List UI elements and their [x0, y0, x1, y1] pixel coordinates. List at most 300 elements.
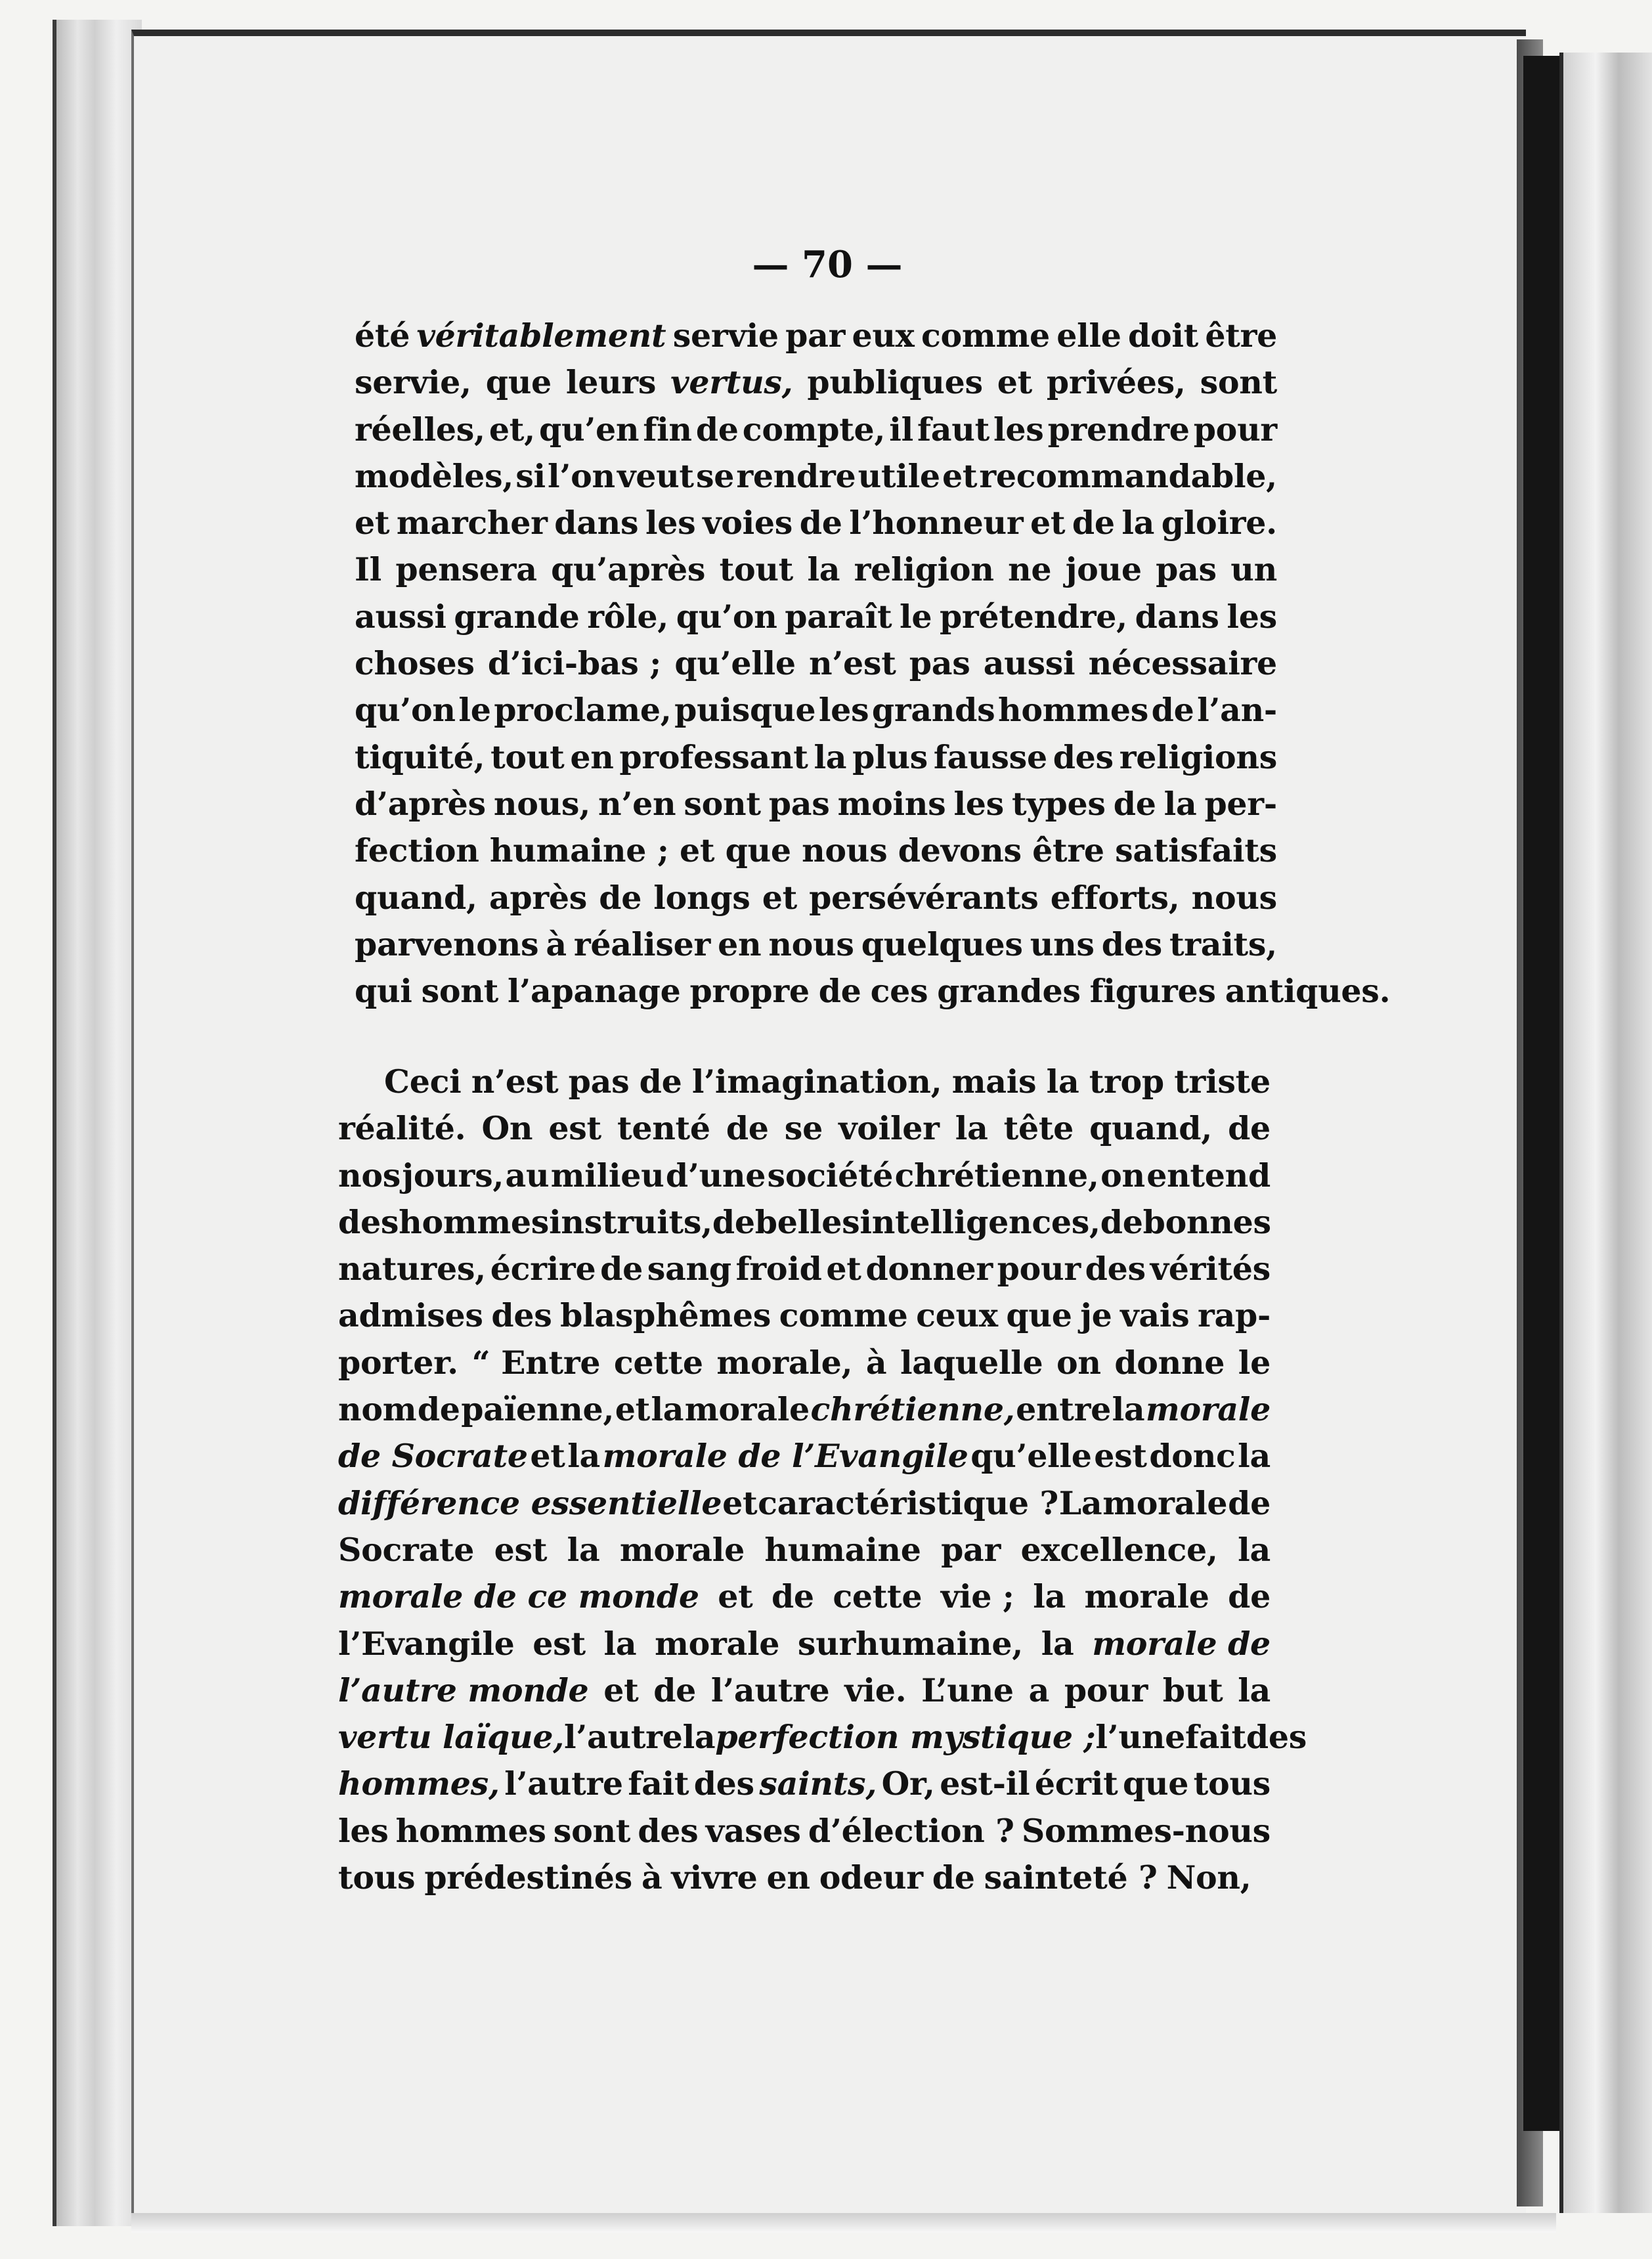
- italic-word: vertu laïque,: [338, 1718, 564, 1757]
- word: morale: [1084, 1577, 1209, 1616]
- paragraph-1: [355, 313, 1391, 1015]
- text-line: [355, 921, 1277, 968]
- word: qu’en: [538, 410, 640, 449]
- word: persévérants: [809, 878, 1039, 917]
- word: que: [485, 363, 552, 402]
- word: Il: [355, 550, 381, 589]
- word: de: [695, 410, 739, 449]
- word: intelligences,: [859, 1202, 1100, 1241]
- word: vérités: [1150, 1250, 1271, 1288]
- word: voiler: [838, 1109, 940, 1148]
- word: l’apanage: [507, 972, 681, 1011]
- word: et: [762, 878, 797, 917]
- word: moins: [837, 784, 946, 823]
- text-line: [355, 687, 1277, 734]
- word: professant: [619, 737, 808, 776]
- italic-word: l’autre monde: [338, 1671, 589, 1709]
- word: pas: [768, 784, 830, 823]
- word: vie.: [844, 1671, 907, 1709]
- word: la: [1121, 504, 1155, 542]
- word: surhumaine,: [797, 1624, 1023, 1663]
- word: joue: [1065, 550, 1142, 589]
- word: réelles,: [355, 410, 485, 449]
- word: la: [814, 737, 847, 776]
- word: nom: [338, 1390, 417, 1429]
- text-line: [338, 1340, 1271, 1386]
- word: but: [1162, 1671, 1223, 1709]
- word: odeur: [819, 1858, 923, 1897]
- word: de: [1151, 691, 1194, 730]
- word: nous: [802, 831, 888, 870]
- word: de: [1072, 504, 1115, 542]
- word: la: [1112, 1390, 1145, 1429]
- word: blasphêmes: [560, 1296, 771, 1335]
- word: religions: [1119, 737, 1277, 776]
- word: voies: [703, 504, 793, 542]
- italic-word: véritablement: [416, 317, 666, 355]
- text-line: [355, 875, 1277, 921]
- word: à: [641, 1858, 663, 1897]
- word: de: [1228, 1577, 1271, 1616]
- word: la: [955, 1109, 988, 1148]
- text-line: [355, 640, 1277, 687]
- word: pour: [1193, 410, 1277, 449]
- word: rendre: [736, 456, 856, 495]
- word: de: [771, 1577, 814, 1616]
- word: morale,: [716, 1343, 853, 1382]
- text-line: [338, 1246, 1271, 1292]
- word: et: [679, 831, 715, 870]
- word: des: [491, 1296, 552, 1335]
- word: est: [533, 1624, 586, 1663]
- italic-word: morale de: [1092, 1624, 1271, 1663]
- word: des: [1053, 737, 1114, 776]
- word: et: [603, 1671, 639, 1709]
- word: servie: [672, 317, 779, 355]
- word: être: [1032, 831, 1104, 870]
- word: paraît: [785, 597, 892, 636]
- word: proclame,: [494, 691, 672, 730]
- text-line: [338, 1854, 1271, 1901]
- word: n’est: [808, 644, 896, 683]
- word: et: [826, 1250, 861, 1288]
- word: comme: [921, 317, 1050, 355]
- word: humaine: [764, 1530, 921, 1569]
- word: et: [722, 1483, 758, 1522]
- word: la: [567, 1530, 600, 1569]
- word: la: [603, 1624, 637, 1663]
- word: marcher: [396, 504, 548, 542]
- next-pages-edge: [1559, 53, 1652, 2213]
- word: a: [1028, 1671, 1050, 1709]
- word: donner: [865, 1250, 993, 1288]
- text-line: [338, 1292, 1271, 1339]
- word: dans: [1135, 597, 1219, 636]
- text-line: [338, 1714, 1307, 1761]
- word: grands: [871, 691, 995, 730]
- word: devons: [898, 831, 1022, 870]
- word: sont: [1200, 363, 1277, 402]
- word: les: [818, 691, 869, 730]
- word: société: [767, 1156, 894, 1195]
- word: le: [1238, 1343, 1271, 1382]
- word: de: [799, 504, 842, 542]
- word: à: [865, 1343, 887, 1382]
- word: est: [494, 1530, 548, 1569]
- word: n’en: [598, 784, 676, 823]
- text-line: [355, 734, 1277, 781]
- word: les: [1227, 597, 1277, 636]
- word: traits,: [1169, 925, 1277, 963]
- word: pour: [997, 1250, 1081, 1288]
- word: l’une: [1095, 1718, 1185, 1757]
- word: pas: [909, 644, 970, 683]
- word: on: [1056, 1343, 1101, 1382]
- word: pas: [1156, 550, 1217, 589]
- word: modèles,: [355, 456, 514, 495]
- word: et: [942, 456, 978, 495]
- word: ces: [870, 972, 928, 1011]
- word: la: [1238, 1437, 1271, 1476]
- word: l’autre: [563, 1718, 683, 1757]
- word: qui: [355, 972, 412, 1011]
- word: la: [1041, 1624, 1074, 1663]
- word: ne: [1008, 550, 1052, 589]
- word: de: [1100, 1202, 1143, 1241]
- word: humaine ;: [489, 831, 669, 870]
- italic-word: hommes,: [338, 1765, 500, 1803]
- word: per-: [1204, 784, 1277, 823]
- word: morale: [684, 1390, 810, 1429]
- word: eux: [852, 317, 915, 355]
- word: et: [997, 363, 1032, 402]
- word: l’honneur: [849, 504, 1024, 542]
- word: donc: [1149, 1437, 1236, 1476]
- word: nos: [338, 1156, 401, 1195]
- word: puisque: [674, 691, 816, 730]
- word: chrétienne,: [894, 1156, 1099, 1195]
- word: et: [530, 1437, 565, 1476]
- word: en: [718, 925, 762, 963]
- word: nous: [768, 925, 854, 963]
- text-line: [338, 1386, 1271, 1433]
- italic-word: morale de l’Evangile: [602, 1437, 968, 1476]
- word: porter.: [338, 1343, 458, 1382]
- word: grande: [454, 597, 580, 636]
- text-line: [338, 1105, 1271, 1152]
- text-line: [338, 1761, 1271, 1807]
- word: religion: [854, 550, 994, 589]
- word: fin: [643, 410, 692, 449]
- word: que: [725, 831, 791, 870]
- word: l’Evangile: [338, 1624, 515, 1663]
- word: par: [785, 317, 846, 355]
- text-line: [338, 1433, 1271, 1480]
- word: La: [1058, 1483, 1102, 1522]
- text-line: [338, 1573, 1271, 1620]
- word: veut: [617, 456, 694, 495]
- word: est-il: [940, 1765, 1030, 1803]
- word: la: [1238, 1671, 1271, 1709]
- word: satisfaits: [1115, 831, 1277, 870]
- italic-word: morale: [1145, 1390, 1271, 1429]
- word: fausse: [933, 737, 1047, 776]
- word: la: [651, 1390, 684, 1429]
- text-line: [338, 1667, 1271, 1714]
- word: froid: [735, 1250, 822, 1288]
- word: les: [993, 410, 1044, 449]
- word: triste: [1174, 1063, 1271, 1101]
- word: nécessaire: [1088, 644, 1277, 683]
- paragraph-2: [338, 1059, 1307, 1901]
- word: fait: [628, 1765, 689, 1803]
- word: prétendre,: [939, 597, 1127, 636]
- text-line: [338, 1621, 1271, 1667]
- word: recommandable,: [979, 456, 1277, 495]
- left-binding-edge: [53, 20, 142, 2226]
- word: fection: [355, 831, 479, 870]
- word: morale: [619, 1530, 745, 1569]
- word: écrit: [1034, 1765, 1118, 1803]
- word: des: [638, 1811, 699, 1850]
- word: la: [567, 1437, 600, 1476]
- text-line: [355, 594, 1277, 640]
- word: caractéristique ?: [758, 1483, 1058, 1522]
- italic-word: vertus,: [670, 363, 793, 402]
- word: tous: [338, 1858, 416, 1897]
- word: privées,: [1046, 363, 1186, 402]
- text-line: [355, 406, 1277, 453]
- text-line: [355, 546, 1277, 593]
- word: n’est: [471, 1063, 559, 1101]
- word: utile: [858, 456, 940, 495]
- word: ceux: [916, 1296, 998, 1335]
- word: publiques: [807, 363, 983, 402]
- word: un: [1230, 550, 1277, 589]
- word: des: [1101, 925, 1162, 963]
- word: morale: [655, 1624, 780, 1663]
- word: on: [1100, 1156, 1145, 1195]
- word: tête: [1003, 1109, 1074, 1148]
- word: de: [653, 1671, 697, 1709]
- italic-word: saints,: [759, 1765, 877, 1803]
- word: il: [889, 410, 913, 449]
- word: servie,: [355, 363, 471, 402]
- word: l’on: [548, 456, 615, 495]
- word: des: [1085, 1250, 1146, 1288]
- word: l’autre: [504, 1765, 623, 1803]
- italic-word: différence essentielle: [338, 1483, 722, 1522]
- word: après: [489, 878, 588, 917]
- word: l’imagination,: [691, 1063, 942, 1101]
- word: sont: [421, 972, 498, 1011]
- word: est: [1094, 1437, 1147, 1476]
- word: le: [458, 691, 491, 730]
- word: de: [932, 1858, 975, 1897]
- text-line: [355, 968, 1391, 1015]
- word: nous: [1191, 878, 1277, 917]
- word: aussi: [983, 644, 1076, 683]
- word: Or,: [881, 1765, 935, 1803]
- word: écrire: [490, 1250, 596, 1288]
- word: à: [546, 925, 567, 963]
- text-line: [355, 453, 1277, 500]
- word: en: [766, 1858, 810, 1897]
- word: qu’on: [355, 691, 456, 730]
- word: de: [639, 1063, 682, 1101]
- word: qu’on: [676, 597, 777, 636]
- word: l’an-: [1197, 691, 1277, 730]
- word: sang: [647, 1250, 731, 1288]
- word: efforts,: [1050, 878, 1180, 917]
- word: se: [784, 1109, 823, 1148]
- word: bonnes: [1142, 1202, 1271, 1241]
- word: et: [718, 1577, 753, 1616]
- word: hommes: [399, 1202, 550, 1241]
- word: vivre: [671, 1858, 758, 1897]
- word: de: [712, 1202, 755, 1241]
- word: hommes: [998, 691, 1148, 730]
- word: de: [726, 1109, 769, 1148]
- word: qu’elle: [674, 644, 796, 683]
- text-line: [338, 1152, 1271, 1199]
- word: fait: [1185, 1718, 1246, 1757]
- word: admises: [338, 1296, 483, 1335]
- word: que: [1122, 1765, 1189, 1803]
- word: si: [515, 456, 546, 495]
- word: les: [338, 1811, 389, 1850]
- word: des: [338, 1202, 399, 1241]
- text-line: [355, 313, 1277, 359]
- word: réalité.: [338, 1109, 466, 1148]
- word: trop: [1089, 1063, 1164, 1101]
- word: païenne,: [461, 1390, 615, 1429]
- word: hommes: [395, 1811, 546, 1850]
- word: cette: [833, 1577, 923, 1616]
- text-line: [338, 1527, 1271, 1573]
- word: de: [818, 972, 861, 1011]
- word: natures,: [338, 1250, 486, 1288]
- word: sont: [684, 784, 761, 823]
- word: cette: [613, 1343, 703, 1382]
- word: belles: [754, 1202, 860, 1241]
- word: au: [505, 1156, 550, 1195]
- word: nous,: [493, 784, 590, 823]
- word: comme: [779, 1296, 908, 1335]
- word: “ Entre: [471, 1343, 601, 1382]
- word: Ceci: [384, 1063, 462, 1101]
- word: d’une: [665, 1156, 766, 1195]
- word: elle: [1056, 317, 1121, 355]
- word: compte,: [742, 410, 886, 449]
- word: grandes: [937, 972, 1081, 1011]
- word: plus: [852, 737, 928, 776]
- word: la: [1046, 1063, 1079, 1101]
- word: des: [1246, 1718, 1307, 1757]
- word: de: [1228, 1483, 1271, 1522]
- word: réaliser: [573, 925, 711, 963]
- word: sont: [553, 1811, 631, 1850]
- word: vais: [1120, 1296, 1190, 1335]
- word: et: [1030, 504, 1066, 542]
- text-line: [338, 1808, 1271, 1854]
- word: pas: [568, 1063, 630, 1101]
- word: sainteté ?: [984, 1858, 1158, 1897]
- word: de: [1228, 1109, 1271, 1148]
- word: d’après: [355, 784, 486, 823]
- word: les: [953, 784, 1004, 823]
- word: est: [548, 1109, 601, 1148]
- word: prendre: [1047, 410, 1190, 449]
- word: être: [1205, 317, 1277, 355]
- word: leurs: [565, 363, 657, 402]
- word: de: [417, 1390, 460, 1429]
- word: qu’elle: [970, 1437, 1092, 1476]
- word: jours,: [402, 1156, 504, 1195]
- word: instruits,: [549, 1202, 712, 1241]
- word: Sommes-nous: [1021, 1811, 1271, 1850]
- text-line: [338, 1059, 1271, 1105]
- word: antiques.: [1225, 972, 1391, 1011]
- word: rôle,: [587, 597, 669, 636]
- text-line: [355, 781, 1277, 827]
- word: morale: [1102, 1483, 1228, 1522]
- word: et,: [489, 410, 535, 449]
- word: tout: [490, 737, 565, 776]
- text-line: [355, 359, 1277, 406]
- word: faut: [917, 410, 989, 449]
- text-line: [355, 827, 1277, 874]
- word: tous: [1193, 1765, 1271, 1803]
- word: l’autre: [710, 1671, 830, 1709]
- word: je: [1080, 1296, 1112, 1335]
- word: quelques: [861, 925, 1023, 963]
- italic-word: chrétienne,: [810, 1390, 1015, 1429]
- word: la: [807, 550, 840, 589]
- word: mais: [951, 1063, 1037, 1101]
- word: la: [1238, 1530, 1271, 1569]
- word: se: [695, 456, 735, 495]
- word: quand,: [1089, 1109, 1212, 1148]
- word: entre: [1016, 1390, 1112, 1429]
- word: de: [1113, 784, 1156, 823]
- word: propre: [689, 972, 810, 1011]
- word: la: [682, 1718, 716, 1757]
- word: de: [600, 1250, 643, 1288]
- word: excellence,: [1020, 1530, 1218, 1569]
- word: et: [355, 504, 390, 542]
- italic-word: de Socrate: [338, 1437, 528, 1476]
- bottom-page-edge: [131, 2213, 1556, 2233]
- word: d’ici-bas ;: [487, 644, 662, 683]
- word: les: [645, 504, 696, 542]
- word: entend: [1146, 1156, 1271, 1195]
- word: qu’après: [551, 550, 706, 589]
- word: par: [941, 1530, 1001, 1569]
- italic-word: morale de ce monde: [338, 1577, 699, 1616]
- word: d’élection ?: [808, 1811, 1014, 1850]
- word: vases: [705, 1811, 801, 1850]
- word: que: [1006, 1296, 1072, 1335]
- word: L’une: [921, 1671, 1014, 1709]
- word: de: [599, 878, 642, 917]
- word: tenté: [617, 1109, 710, 1148]
- word: la: [1163, 784, 1197, 823]
- word: uns: [1030, 925, 1095, 963]
- text-line: [355, 500, 1277, 546]
- word: Non,: [1166, 1858, 1251, 1897]
- word: la: [1033, 1577, 1066, 1616]
